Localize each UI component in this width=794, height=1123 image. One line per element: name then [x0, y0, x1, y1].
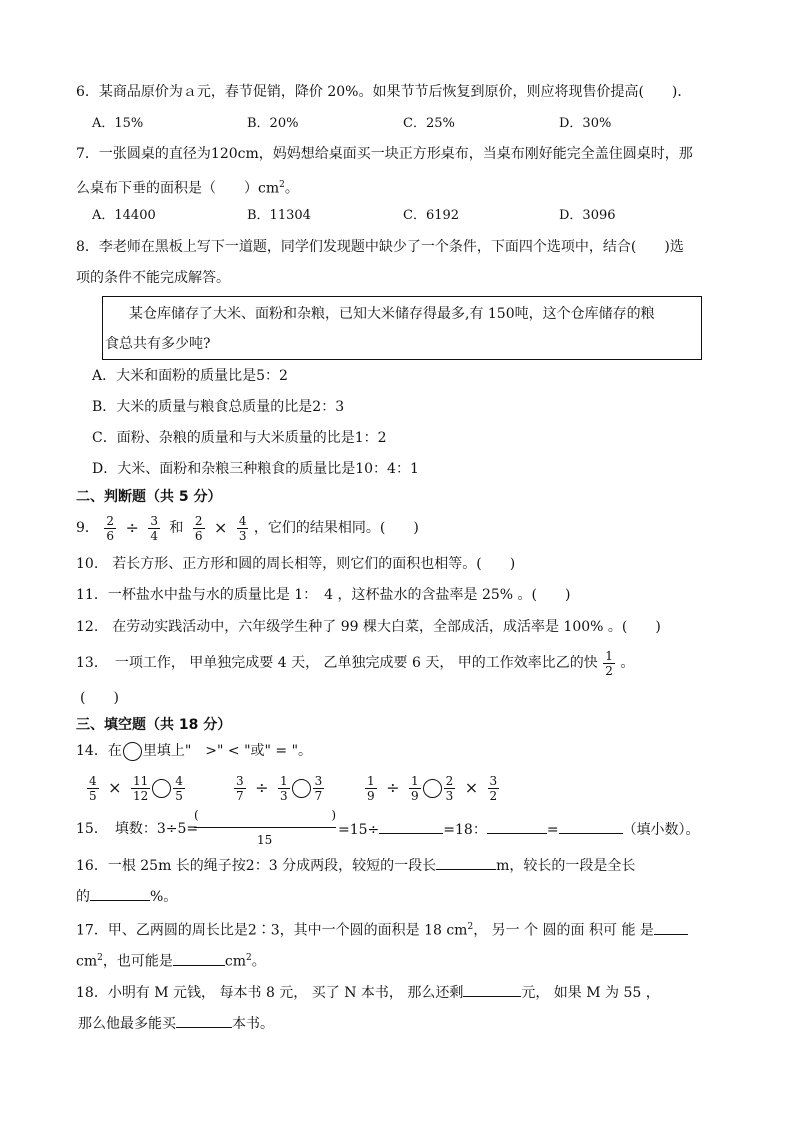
q17-post: ， 另一 个 圆的面 积可 能 是: [473, 922, 654, 939]
q18-pre: 18．小明有 M 元钱， 每本书 8 元， 买了 N 本书， 那么还剩: [76, 985, 464, 1001]
q8-option-a: A．大米和面粉的质量比是5：2: [92, 368, 288, 384]
fraction: [234, 774, 246, 803]
q18-post: 元， 如果 M 为 55 ，: [521, 985, 660, 1001]
question-12: 12. 在劳动实践活动中，六年级学生种了 99 棵大白菜，全部成活，成活率是 100% 。( ): [76, 619, 661, 635]
compare-circle[interactable]: [292, 779, 311, 798]
denominator: 7: [236, 788, 244, 803]
question-10: 10. 若长方形、正方形和圆的周长相等，则它们的面积也相等。( ): [76, 556, 516, 572]
q17-superscript: 2: [245, 953, 252, 963]
q7-option-d: D．3096: [559, 208, 616, 223]
answer-blank[interactable]: [379, 819, 443, 834]
divide-sign: ÷: [386, 778, 400, 797]
q8-box-line2: 食总共有多少吨?: [105, 336, 211, 352]
question-17-line2: [76, 948, 266, 972]
q7-superscript: 2: [279, 180, 285, 190]
denominator: 5: [175, 788, 183, 803]
q9-number: 9．: [76, 520, 99, 536]
q8-problem-box: [102, 296, 702, 360]
q15-paren-close: ): [331, 808, 336, 822]
q13-end: 。: [620, 655, 635, 671]
numerator: 2: [445, 773, 454, 788]
q15-post4: （填小数）。: [622, 822, 700, 838]
q17-unit: cm: [76, 953, 98, 970]
fraction: [148, 514, 160, 543]
numerator: 2: [106, 513, 115, 528]
answer-blank[interactable]: [90, 886, 150, 901]
fraction: [104, 514, 116, 543]
q13-text: 13． 一项工作， 甲单独完成要 4 天， 乙单独完成要 6 天， 甲的工作效率比乙的快: [76, 655, 598, 671]
q17-superscript: 2: [97, 953, 103, 963]
numerator: 1: [605, 648, 613, 663]
fraction: [488, 774, 500, 803]
denominator: 6: [194, 528, 203, 543]
q8-box-line1: 某仓库储存了大米、面粉和杂粮，已知大米储存得最多,有 150吨，这个仓库储存的粮: [129, 306, 655, 322]
question-8-line2: 项的条件不能完成解答。: [76, 270, 230, 286]
q6-option-a: A．15%: [92, 116, 144, 131]
q15-paren-open: (: [194, 808, 199, 822]
q8-option-d: D．大米、面粉和杂粮三种粮食的质量比是10：4：1: [92, 461, 419, 477]
q14-text-post: 里填上" >" < "或" = "。: [142, 743, 313, 759]
q15-post3: =: [546, 822, 559, 838]
fraction: [87, 774, 99, 803]
denominator: 2: [605, 663, 613, 678]
question-16-line1: [76, 855, 635, 876]
q9-and: 和: [169, 520, 184, 536]
question-7-line1: 7．一张圆桌的直径为120cm，妈妈想给桌面买一块正方形桌布，当桌布刚好能完全盖住圆桌时，那: [76, 146, 693, 162]
q15-denominator: 15: [257, 833, 273, 847]
question-11: 11．一杯盐水中盐与水的质量比是 1： 4 ，这杯盐水的含盐率是 25% 。( ): [76, 587, 571, 603]
denominator: 3: [279, 788, 288, 803]
q6-option-c: C．25%: [403, 116, 455, 131]
fraction: [193, 514, 205, 543]
q17-end: 。: [251, 953, 266, 970]
question-13: [76, 646, 634, 680]
question-8-line1: 8．李老师在黑板上写下一道题，同学们发现题中缺少了一个条件，下面四个选项中，结合( )选: [76, 239, 684, 255]
fraction: [603, 649, 615, 678]
section-2-title: 二、判断题（共 5 分）: [76, 489, 222, 505]
numerator: 1: [367, 773, 375, 788]
question-9: [76, 513, 419, 543]
denominator: 9: [367, 788, 375, 803]
answer-blank[interactable]: [173, 951, 225, 966]
fraction: [365, 774, 377, 803]
denominator: 3: [445, 788, 454, 803]
circle-blank: [123, 742, 142, 761]
denominator: 6: [106, 528, 115, 543]
q15-fraction-bar[interactable]: [194, 813, 336, 828]
fraction: [444, 774, 456, 803]
q6-option-d: D．30%: [559, 116, 612, 131]
q6-option-b: B．20%: [247, 116, 299, 131]
q17-unit-2: cm: [224, 953, 246, 970]
numerator: 4: [238, 513, 247, 528]
answer-blank[interactable]: [487, 819, 547, 834]
compare-circle[interactable]: [152, 779, 171, 798]
q8-option-c: C．面粉、杂粮的质量和与大米质量的比是1：2: [92, 430, 387, 446]
compare-circle[interactable]: [423, 779, 442, 798]
q18-line2-pre: 那么他最多能买: [78, 1016, 176, 1032]
denominator: 4: [150, 528, 158, 543]
question-18-line1: [76, 982, 660, 1003]
q15-rest: [338, 819, 700, 840]
fraction: [173, 774, 185, 803]
q15-post2: =18：: [443, 822, 487, 838]
fraction: [313, 774, 325, 803]
answer-blank[interactable]: [654, 920, 688, 935]
numerator: 4: [89, 773, 97, 788]
question-6: 6．某商品原价为ａ元，春节促销，降价 20%。如果节节后恢复到原价，则应将现售价提高( )．: [76, 84, 692, 100]
q18-line2-post: 本书。: [232, 1016, 274, 1032]
q14-group-3: [364, 770, 500, 806]
multiply-sign: ×: [213, 518, 228, 537]
q17-superscript: 2: [467, 922, 474, 932]
q17-pre: 17．甲、乙两圆的周长比是2∶3，其中一个圆的面积是 18 cm: [76, 922, 468, 939]
section-3-title: 三、填空题（共 18 分）: [76, 717, 232, 733]
answer-blank[interactable]: [436, 855, 496, 870]
q7-option-b: B．11304: [247, 208, 311, 223]
question-16-line2: [76, 886, 177, 907]
q8-option-b: B．大米的质量与粮食总质量的比是2：3: [92, 399, 345, 415]
question-15: [76, 819, 198, 839]
numerator: 3: [236, 773, 244, 788]
q16-post: m，较长的一段是全长: [496, 858, 636, 874]
multiply-sign: ×: [108, 778, 122, 797]
answer-blank[interactable]: [176, 1013, 232, 1028]
q14-text-pre: 14．在: [76, 743, 122, 759]
denominator: 2: [489, 788, 498, 803]
q7-option-a: A．14400: [92, 208, 156, 223]
numerator: 1: [279, 773, 288, 788]
fraction: [131, 774, 150, 803]
q7-text: 么桌布下垂的面积是（ ）cm: [76, 180, 280, 197]
q14-group-1: [86, 770, 186, 806]
denominator: 9: [410, 788, 419, 803]
numerator: 3: [314, 773, 323, 788]
multiply-sign: ×: [464, 778, 479, 797]
question-7-line2: [76, 175, 299, 199]
q13-answer-paren: ( ): [80, 690, 119, 706]
q14-group-2: [233, 770, 325, 806]
q7-end: 。: [284, 180, 299, 197]
numerator: 4: [175, 773, 183, 788]
question-14: [76, 741, 312, 761]
denominator: 7: [314, 788, 323, 803]
divide-sign: ÷: [125, 518, 139, 537]
q16-line2-post: %。: [150, 889, 178, 905]
answer-blank[interactable]: [559, 819, 623, 834]
denominator: 5: [89, 788, 97, 803]
question-17-line1: [76, 917, 688, 941]
denominator: 3: [238, 528, 247, 543]
question-18-line2: [78, 1013, 274, 1034]
q7-option-c: C．6192: [403, 208, 460, 223]
q9-tail: ，它们的结果相同。( ): [253, 520, 419, 536]
denominator: 12: [132, 788, 149, 803]
numerator: 3: [489, 773, 498, 788]
numerator: 3: [150, 513, 158, 528]
answer-blank[interactable]: [463, 982, 521, 997]
q16-line2-pre: 的: [76, 889, 90, 905]
fraction: [278, 774, 290, 803]
q17-mid: ，也可能是: [102, 953, 173, 970]
q15-post1: =15÷: [338, 822, 380, 838]
numerator: 1: [410, 773, 419, 788]
q16-pre: 16．一根 25m 长的绳子按2：3 分成两段，较短的一段长: [76, 858, 437, 874]
numerator: 11: [132, 773, 149, 788]
divide-sign: ÷: [255, 778, 269, 797]
q15-pre: 15． 填数：3÷5=: [76, 821, 199, 837]
numerator: 2: [194, 513, 203, 528]
fraction: [237, 514, 249, 543]
fraction: [409, 774, 421, 803]
